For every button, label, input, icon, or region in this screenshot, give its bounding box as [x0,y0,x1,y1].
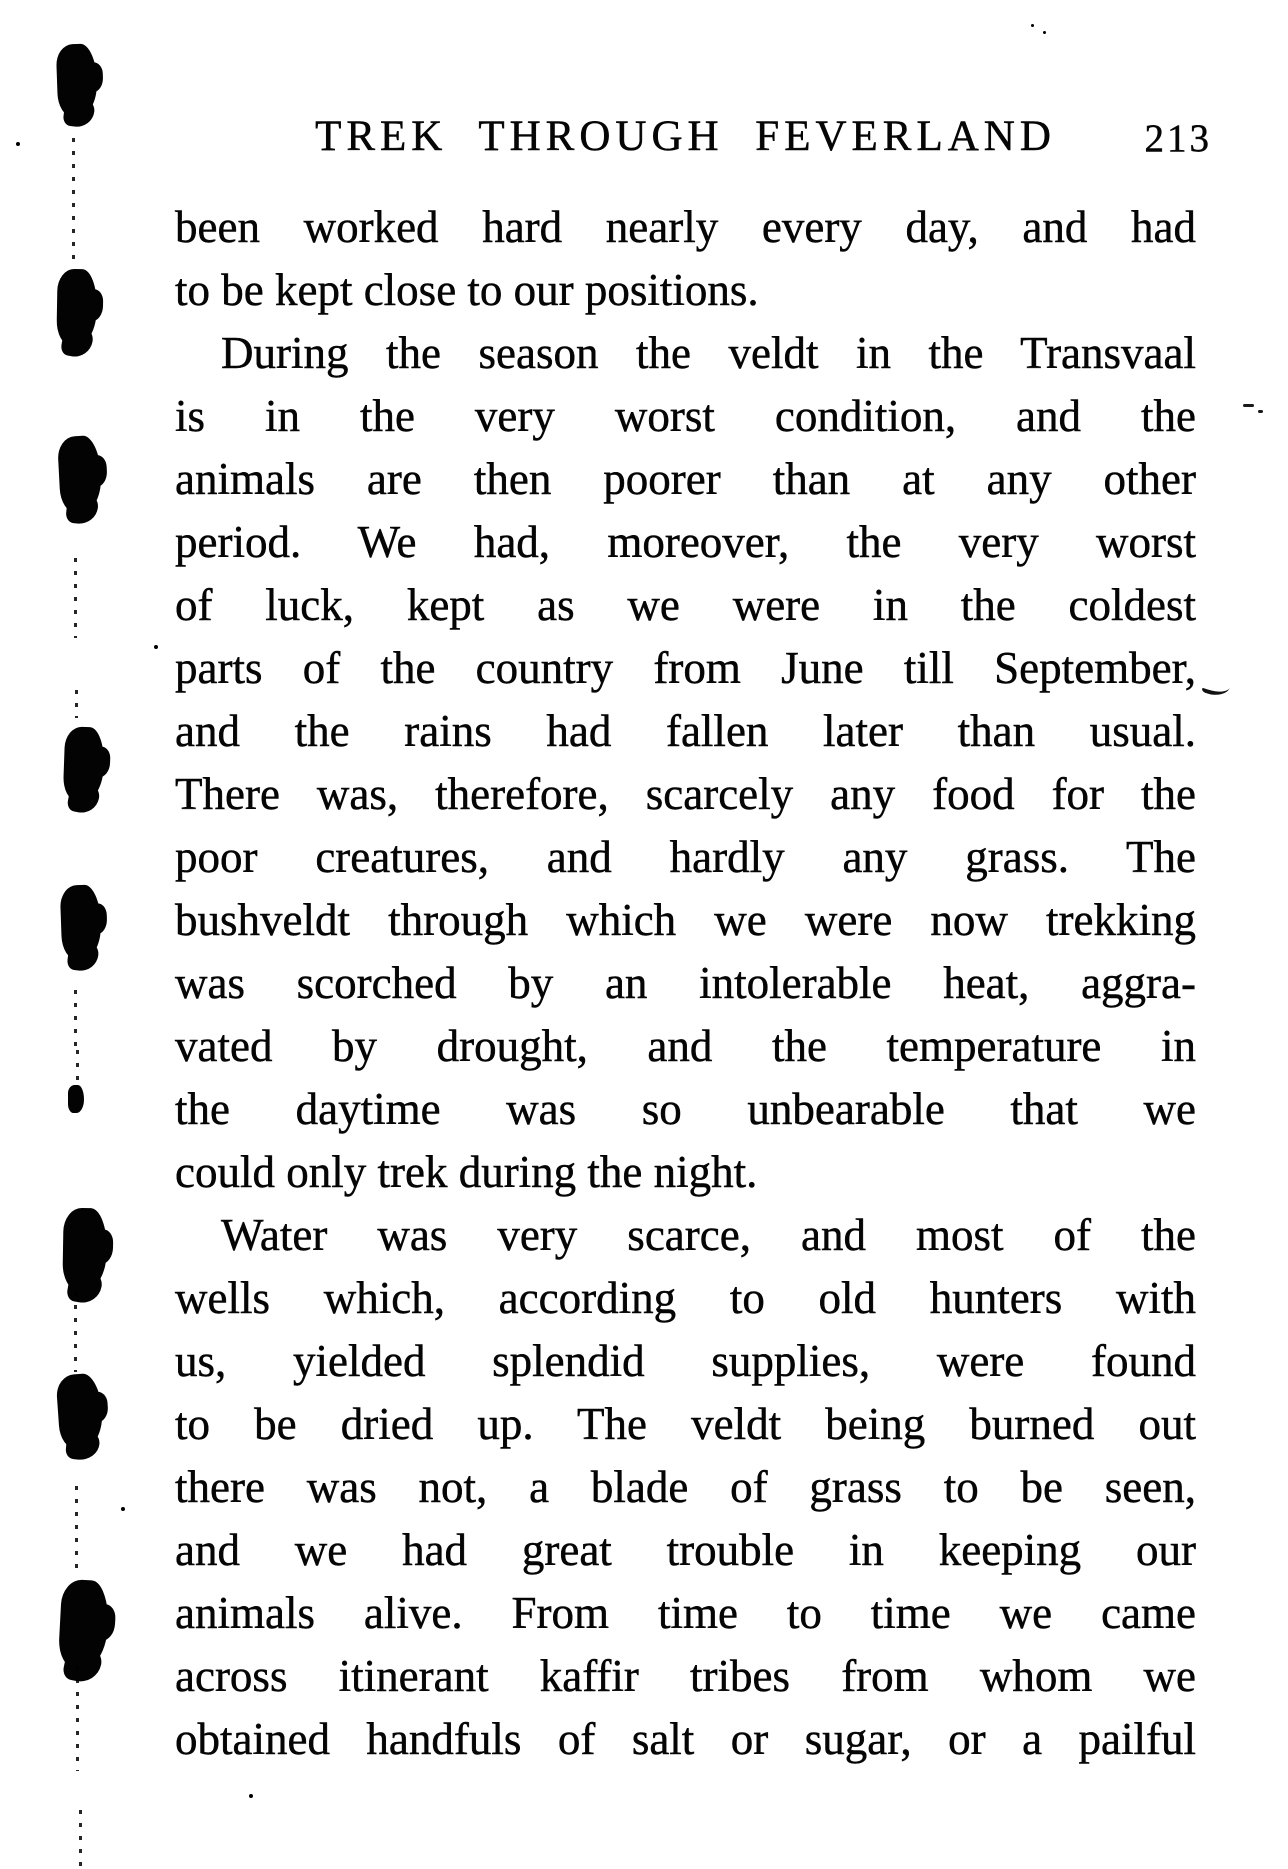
ink-blot [56,43,98,116]
pen-mark [1201,676,1231,699]
speck-streak [76,1050,79,1082]
text-line: to be dried up. The veldt being burned out [175,1399,1196,1449]
ink-speck [1043,31,1046,34]
body-text [175,196,1196,1771]
text-line: the daytime was so unbearable that we [175,1084,1196,1134]
speck-streak [72,138,75,263]
ink-blot [60,884,103,959]
margin-dash [1243,404,1254,407]
ink-blot [57,435,103,513]
text-line: been worked hard nearly every day, and had [175,202,1196,252]
text-line: Water was very scarce, and most of the [221,1210,1196,1260]
ink-speck [154,645,158,649]
text-line: animals alive. From time to time we came [175,1588,1196,1638]
text-line: could only trek during the night. [175,1147,758,1197]
text-line: parts of the country from June till September, [175,643,1196,693]
speck-streak [76,1666,79,1771]
speck-streak [79,1810,82,1869]
ink-blot [55,1373,104,1450]
text-line: poor creatures, and hardly any grass. The [175,832,1196,882]
ink-speck [16,142,20,146]
text-line: us, yielded splendid supplies, were found [175,1336,1196,1386]
running-header-title: TREK THROUGH FEVERLAND [315,113,1056,160]
text-line: During the season the veldt in the Transvaal [221,328,1196,378]
text-line: vated by drought, and the temperature in [175,1021,1196,1071]
speck-streak [75,1486,78,1572]
ink-speck [1031,24,1034,27]
ink-speck [249,1794,253,1798]
text-line: and the rains had fallen later than usual. [175,706,1196,756]
ink-blot [62,1208,107,1291]
text-line: and we had great trouble in keeping our [175,1525,1196,1575]
speck-streak [74,1292,77,1372]
text-line: there was not, a blade of grass to be seen, [175,1462,1196,1512]
text-line: wells which, according to old hunters with [175,1273,1196,1323]
text-line: is in the very worst condition, and the [175,391,1196,441]
margin-dash [1258,410,1263,413]
ink-blot [68,1085,84,1113]
text-line: was scorched by an intolerable heat, aggra- [175,958,1196,1008]
text-line: obtained handfuls of salt or sugar, or a pailful [175,1714,1196,1764]
ink-blot [63,726,106,801]
text-line: period. We had, moreover, the very worst [175,517,1196,567]
text-line: of luck, kept as we were in the coldest [175,580,1196,630]
text-line: There was, therefore, scarcely any food for the [175,769,1196,819]
running-header [175,112,1212,172]
page-number: 213 [1144,117,1212,160]
speck-streak [74,990,77,1048]
text-line: to be kept close to our positions. [175,265,759,315]
ink-blot [56,269,97,346]
ink-speck [121,1507,125,1511]
speck-streak [75,690,78,718]
text-line: animals are then poorer than at any other [175,454,1196,504]
text-line: across itinerant kaffir tribes from whom we [175,1651,1196,1701]
ink-blot [58,1579,111,1669]
text-line: bushveldt through which we were now trekking [175,895,1196,945]
speck-streak [74,558,77,638]
